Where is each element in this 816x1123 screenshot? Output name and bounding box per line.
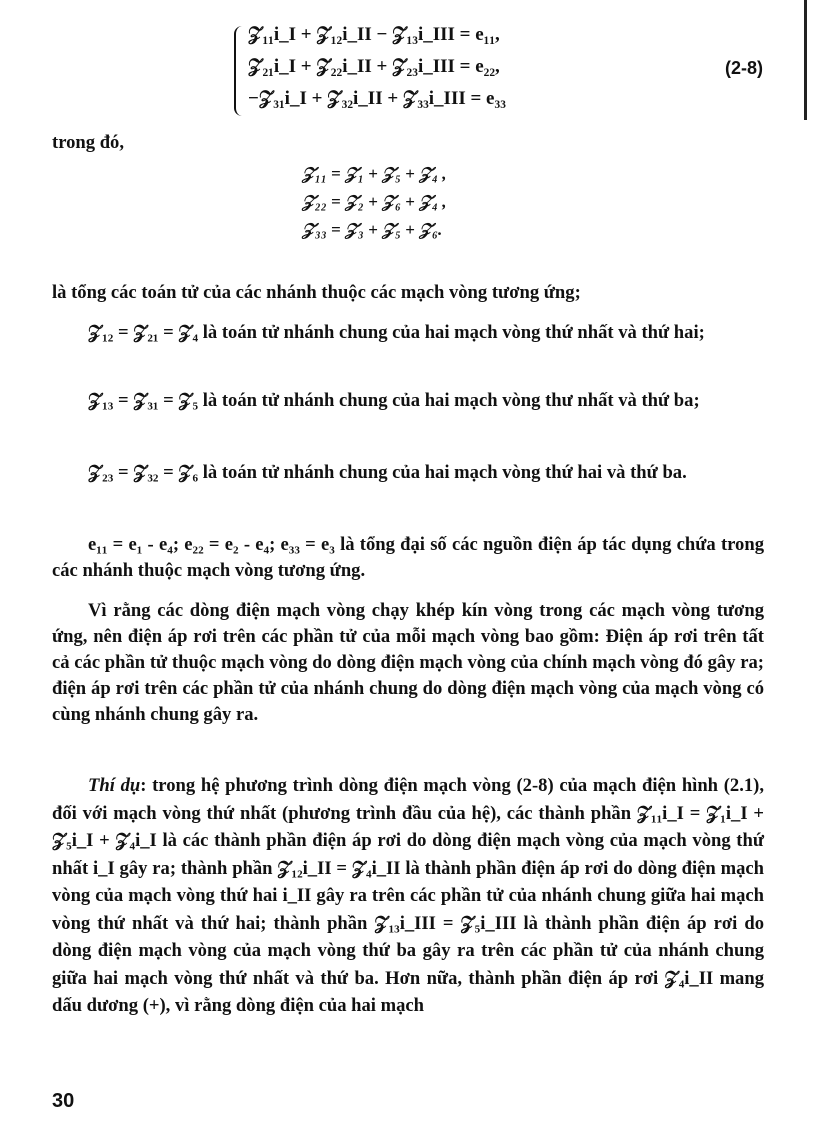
equation-line-2: 𝒵₂₁i_I + 𝒵₂₂i_II + 𝒵₂₃i_III = e₂₂, xyxy=(248,56,500,77)
intro-text: trong đó, xyxy=(52,132,124,153)
paragraph-z13: 𝒵₁₃ = 𝒵₃₁ = 𝒵₅ là toán tử nhánh chung của hai mạch vòng thư nhất và thứ ba; xyxy=(88,390,700,411)
paragraph-sum-operators: là tổng các toán tử của các nhánh thuộc các mạch vòng tương ứng; xyxy=(52,282,581,303)
definition-z22: 𝒵₂₂ = 𝒵₂ + 𝒵₆ + 𝒵₄ , xyxy=(302,192,447,211)
equation-tag: (2-8) xyxy=(725,58,764,78)
definition-z33: 𝒵₃₃ = 𝒵₃ + 𝒵₅ + 𝒵₆. xyxy=(302,220,443,239)
example-lead: Thí dụ xyxy=(88,775,141,796)
equation-line-3: −𝒵₃₁i_I + 𝒵₃₂i_II + 𝒵₃₃i_III = e₃₃ xyxy=(248,88,506,109)
example-body: : trong hệ phương trình dòng điện mạch vòng (2-8) của mạch điện hình (2.1), đối với mạch vòng thứ nhất (phương trình đầu của hệ), các thành phần 𝒵₁₁i_I = 𝒵₁i_I + 𝒵₅i_I + 𝒵₄i_I là các thành phần điện áp rơi do dòng điện mạch vòng của mạch vòng thứ nhất i_I gây ra; thành phần 𝒵₁₂i_II = 𝒵₄i_II là thành phần điện áp rơi do dòng điện mạch vòng của mạch vòng thứ hai i_II gây ra trên các phần tử của nhánh chung giữa hai mạch vòng thứ nhất và thứ hai; thành phần 𝒵₁₃i_III = 𝒵₅i_III là thành phần điện áp rơi do dòng điện mạch vòng của mạch vòng thứ ba gây ra trên các phần tử của nhánh chung giữa hai mạch vòng thứ nhất và thứ ba. Hơn nữa, thành phần điện áp rơi 𝒵₄i_II mang dấu dương (+), vì rằng dòng điện của hai mạch xyxy=(52,775,764,1016)
paragraph-voltage-drop: Vì rằng các dòng điện mạch vòng chạy khép kín vòng trong các mạch vòng tương ứng, nên điện áp rơi trên các phần tử của mỗi mạch vòng bao gồm: Điện áp rơi trên tất cả các phần tử thuộc mạch vòng do dòng điện mạch vòng của chính mạch vòng đó gây ra; điện áp rơi trên các phần tử của nhánh chung do dòng điện mạch vòng của mạch vòng có cùng nhánh chung gây ra. xyxy=(52,600,764,725)
paragraph-sources: e₁₁ = e₁ - e₄; e₂₂ = e₂ - e₄; e₃₃ = e₃ là tổng đại số các nguồn điện áp tác dụng chứa trong các nhánh thuộc mạch vòng tương ứng. xyxy=(52,534,764,581)
equation-line-1: 𝒵₁₁i_I + 𝒵₁₂i_II − 𝒵₁₃i_III = e₁₁, xyxy=(248,24,500,45)
definitions-block xyxy=(302,160,446,244)
equation-system xyxy=(228,22,558,122)
page-number: 30 xyxy=(52,1090,75,1112)
definition-z11: 𝒵₁₁ = 𝒵₁ + 𝒵₅ + 𝒵₄ , xyxy=(302,164,447,183)
equation-brace xyxy=(234,26,246,116)
paragraph-z12: 𝒵₁₂ = 𝒵₂₁ = 𝒵₄ là toán tử nhánh chung của hai mạch vòng thứ nhất và thứ hai; xyxy=(88,322,705,343)
paragraph-example xyxy=(52,772,764,1020)
scan-edge-rule xyxy=(804,0,807,120)
paragraph-z23: 𝒵₂₃ = 𝒵₃₂ = 𝒵₆ là toán tử nhánh chung của hai mạch vòng thứ hai và thứ ba. xyxy=(88,462,687,483)
